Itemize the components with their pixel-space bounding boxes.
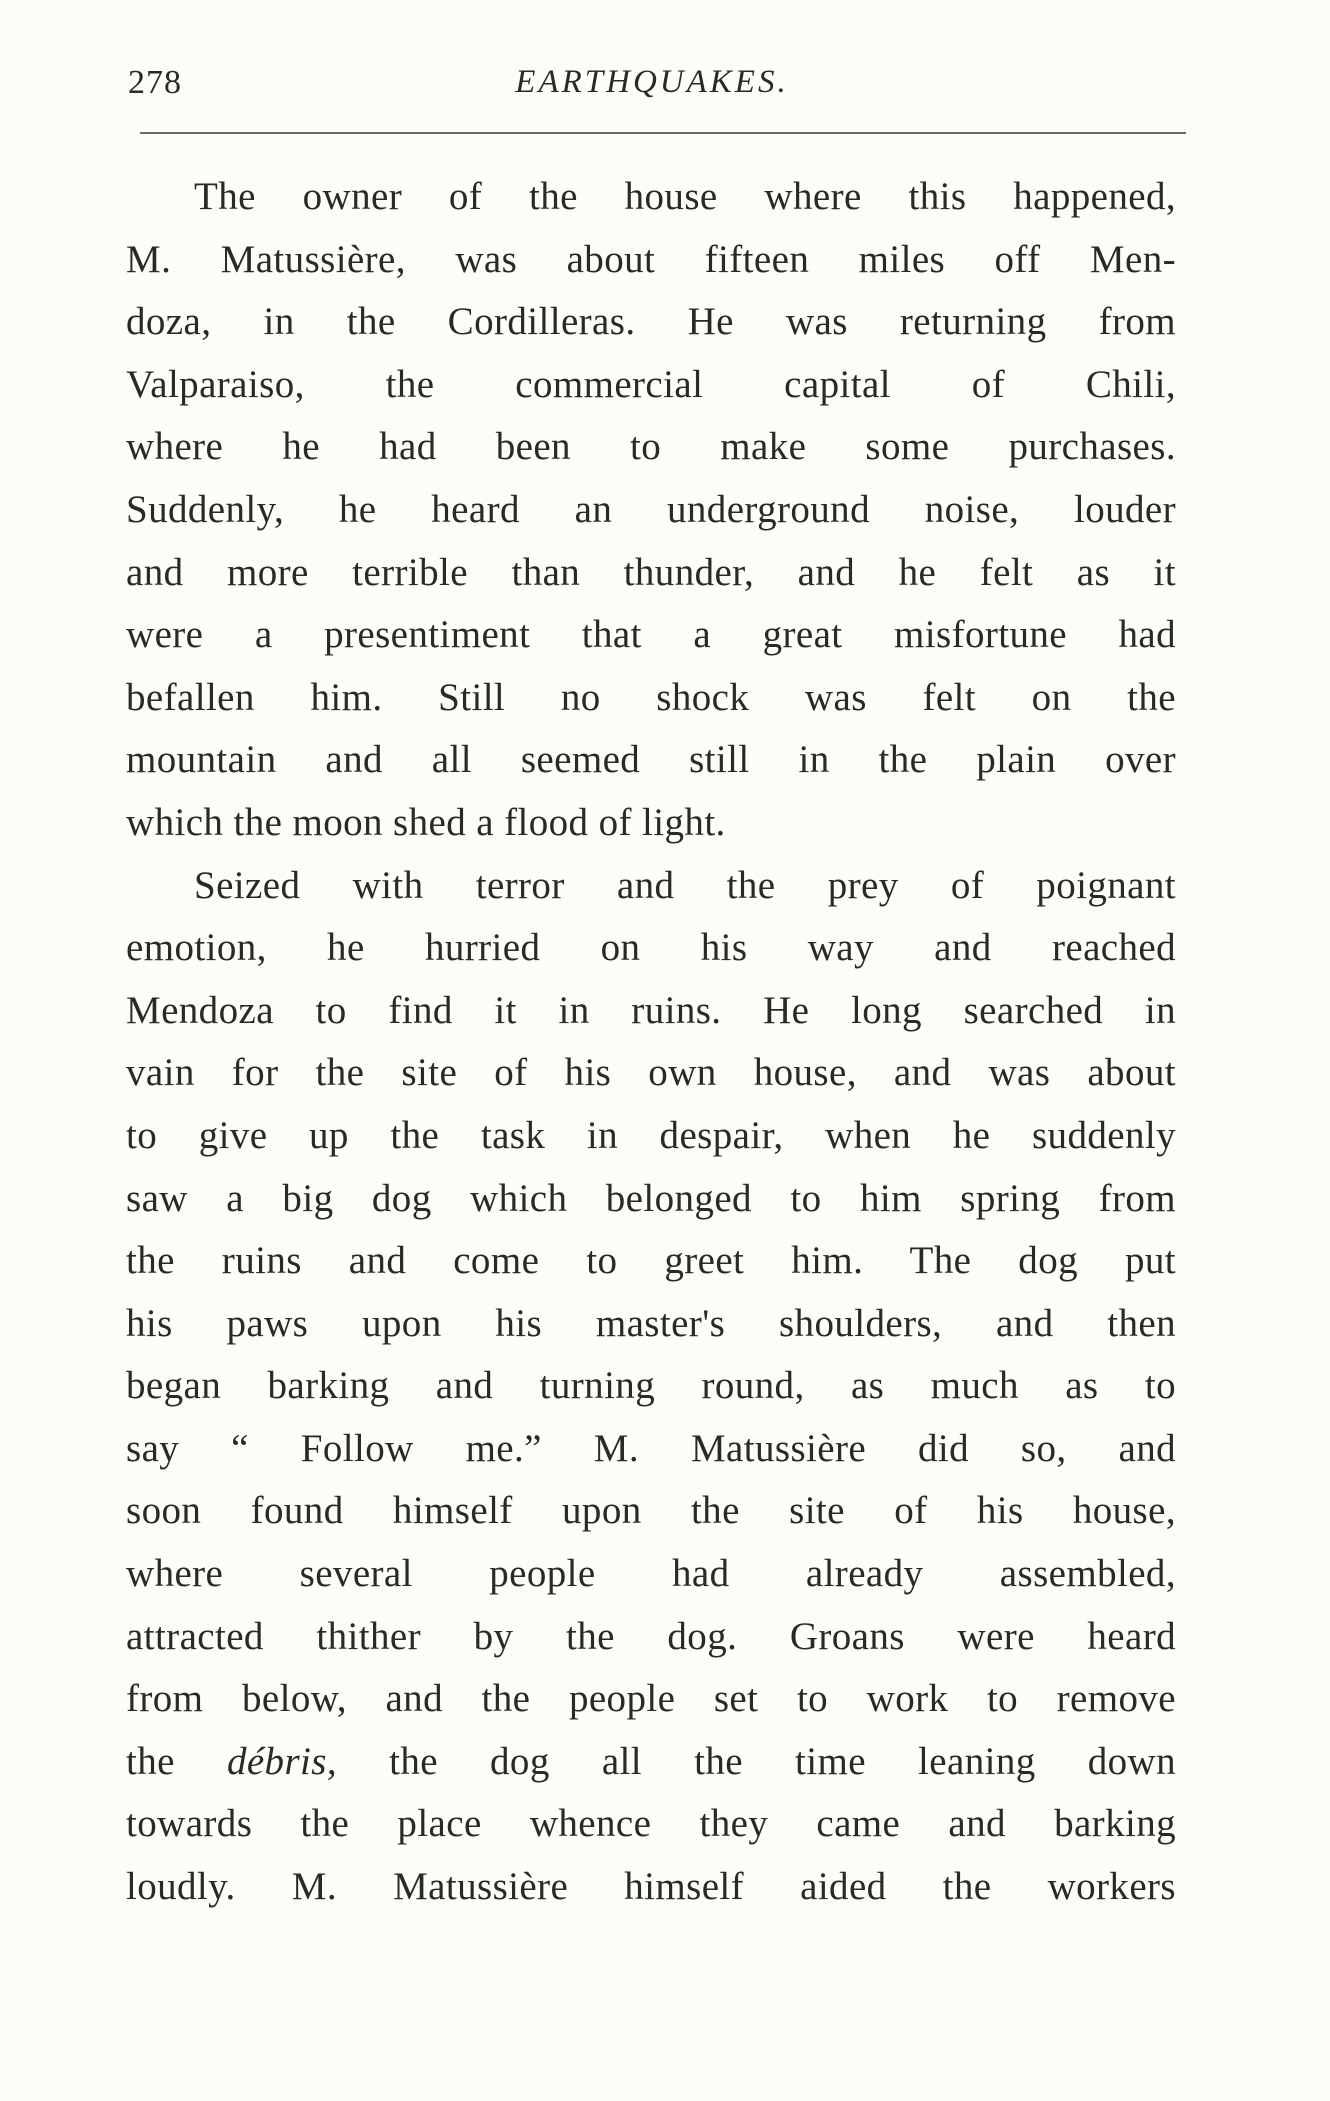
page-header <box>128 64 1176 124</box>
text-line: the ruins and come to greet him. The dog put <box>126 1239 1176 1283</box>
text-line: which the moon shed a flood of light. <box>126 800 726 844</box>
text-line: doza, in the Cordilleras. He was returning from <box>126 300 1176 344</box>
italic-word: débris, <box>226 1739 337 1783</box>
text-line: where he had been to make some purchases. <box>126 425 1176 469</box>
paragraph-1 <box>126 166 1176 855</box>
text-line: Seized with terror and the prey of poignant <box>194 863 1176 907</box>
text-line: befallen him. Still no shock was felt on the <box>126 675 1176 719</box>
running-title: EARTHQUAKES. <box>515 64 789 100</box>
text-line: began barking and turning round, as much as to <box>126 1364 1176 1408</box>
page-number: 278 <box>128 64 182 101</box>
body-text <box>126 166 1176 1919</box>
text-line: to give up the task in despair, when he suddenly <box>126 1113 1176 1157</box>
text-line: say “ Follow me.” M. Matussière did so, and <box>126 1426 1176 1470</box>
text-line: M. Matussière, was about fifteen miles off Men- <box>126 237 1176 281</box>
text-line: loudly. M. Matussière himself aided the workers <box>126 1865 1176 1909</box>
text-line: Mendoza to find it in ruins. He long searched in <box>126 988 1176 1032</box>
text-line: attracted thither by the dog. Groans were heard <box>126 1614 1176 1658</box>
text-run: the dog all the time leaning down <box>337 1739 1176 1783</box>
text-line-with-italic <box>126 1731 1176 1794</box>
text-line: Valparaiso, the commercial capital of Chili, <box>126 362 1176 406</box>
text-line: vain for the site of his own house, and was about <box>126 1051 1176 1095</box>
text-line: towards the place whence they came and barking <box>126 1802 1176 1846</box>
text-line: Suddenly, he heard an underground noise, louder <box>126 487 1176 531</box>
text-line: from below, and the people set to work to remove <box>126 1677 1176 1721</box>
text-line: and more terrible than thunder, and he felt as it <box>126 550 1176 594</box>
text-line: his paws upon his master's shoulders, and then <box>126 1301 1176 1345</box>
text-line: mountain and all seemed still in the plain over <box>126 738 1176 782</box>
text-line: saw a big dog which belonged to him spring from <box>126 1176 1176 1220</box>
header-rule <box>140 132 1186 134</box>
text-line: The owner of the house where this happened, <box>194 175 1176 218</box>
text-run: the <box>126 1739 227 1783</box>
text-line: were a presentiment that a great misfortune had <box>126 613 1176 657</box>
text-line: emotion, he hurried on his way and reached <box>126 926 1176 970</box>
text-line: soon found himself upon the site of his house, <box>126 1489 1176 1533</box>
text-line: where several people had already assembled, <box>126 1552 1176 1596</box>
paragraph-2 <box>126 855 1176 1919</box>
